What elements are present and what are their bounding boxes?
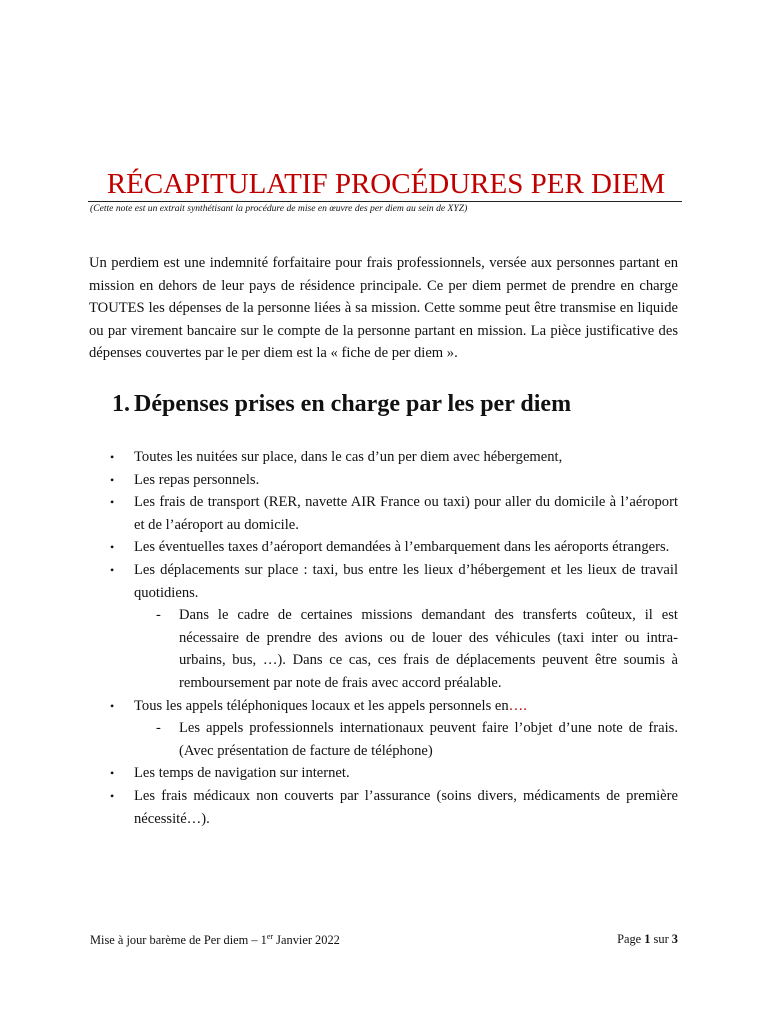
sub-list-item-text: Les appels professionnels internationaux peuvent faire l’objet d’une note de frais. (Avec présentation de facture de téléphone) [179, 720, 678, 759]
bullet-icon: • [110, 450, 115, 464]
list-item [89, 785, 678, 830]
footer-suffix: Janvier 2022 [273, 933, 340, 947]
intro-paragraph: Un perdiem est une indemnité forfaitaire pour frais professionnels, versée aux personnes partant en mission en dehors de leur pays de résidence principale. Ce per diem permet de prendre en charge TOUTES les dépenses de la personne liées à sa mission. Cette somme peut être transmise en liquide ou par virement bancaire sur le compte de la personne partant en mission. La pièce justificative des dépenses couvertes par le per diem est la « fiche de per diem ». [89, 255, 678, 362]
sub-list-item [89, 604, 678, 694]
footer-prefix: Mise à jour barème de Per diem – 1 [90, 933, 267, 947]
list-item-text: Les frais médicaux non couverts par l’assurance (soins divers, médicaments de première nécessité…). [134, 787, 678, 827]
list-item-text: Les déplacements sur place : taxi, bus entre les lieux d’hébergement et les lieux de travail quotidiens. [134, 561, 678, 601]
sub-list-item-text: Dans le cadre de certaines missions demandant des transferts coûteux, il est nécessaire de prendre des avions ou de louer des véhicules (taxi inter ou intra-urbains, bus, …). Dans ce cas, ces frais de déplacements peuvent être soumis à remboursement par note de frais avec accord préalable. [179, 607, 678, 691]
bullet-icon: • [110, 495, 115, 510]
bullet-icon: • [110, 698, 115, 713]
bullet-icon: • [110, 788, 115, 803]
ellipsis-suffix: …. [508, 697, 527, 714]
list-item [89, 695, 678, 718]
document-title: RÉCAPITULATIF PROCÉDURES PER DIEM [106, 168, 666, 200]
page-total: 3 [671, 932, 678, 946]
list-item-text: Les éventuelles taxes d’aéroport demandées à l’embarquement dans les aéroports étrangers. [134, 539, 670, 556]
section-number: 1. [112, 391, 130, 417]
bullet-icon: • [110, 472, 115, 487]
section-heading [112, 389, 692, 419]
list-item [89, 536, 678, 559]
sub-list-item [89, 717, 678, 762]
footer-update-note [90, 932, 340, 948]
expense-list [89, 446, 678, 830]
section-heading-text: Dépenses prises en charge par les per diem [134, 391, 572, 417]
document-subtitle: (Cette note est un extrait synthétisant la procédure de mise en œuvre des per diem au sein de XYZ) [90, 203, 468, 214]
list-item [89, 559, 678, 604]
list-item-text: Les temps de navigation sur internet. [134, 765, 350, 782]
bullet-icon: • [110, 766, 115, 781]
bullet-icon: • [110, 562, 115, 577]
dash-icon: - [156, 720, 161, 737]
dash-icon: - [156, 607, 161, 624]
page-label: Page [617, 932, 645, 946]
list-item-text: Les frais de transport (RER, navette AIR France ou taxi) pour aller du domicile à l’aéroport et de l’aéroport au domicile. [134, 494, 678, 533]
page-number [600, 931, 678, 947]
list-item [89, 491, 678, 536]
list-item-text: Tous les appels téléphoniques locaux et les appels personnels en [134, 697, 509, 714]
title-underline [88, 201, 682, 202]
list-item [89, 762, 678, 785]
page-current: 1 [644, 932, 651, 946]
list-item-text: Toutes les nuitées sur place, dans le cas d’un per diem avec hébergement, [134, 449, 563, 465]
list-item [89, 446, 678, 469]
bullet-icon: • [110, 540, 115, 555]
footer-superscript: er [266, 932, 274, 941]
list-item-text: Les repas personnels. [134, 471, 260, 488]
list-item [89, 469, 678, 492]
page-of: sur [650, 932, 672, 946]
